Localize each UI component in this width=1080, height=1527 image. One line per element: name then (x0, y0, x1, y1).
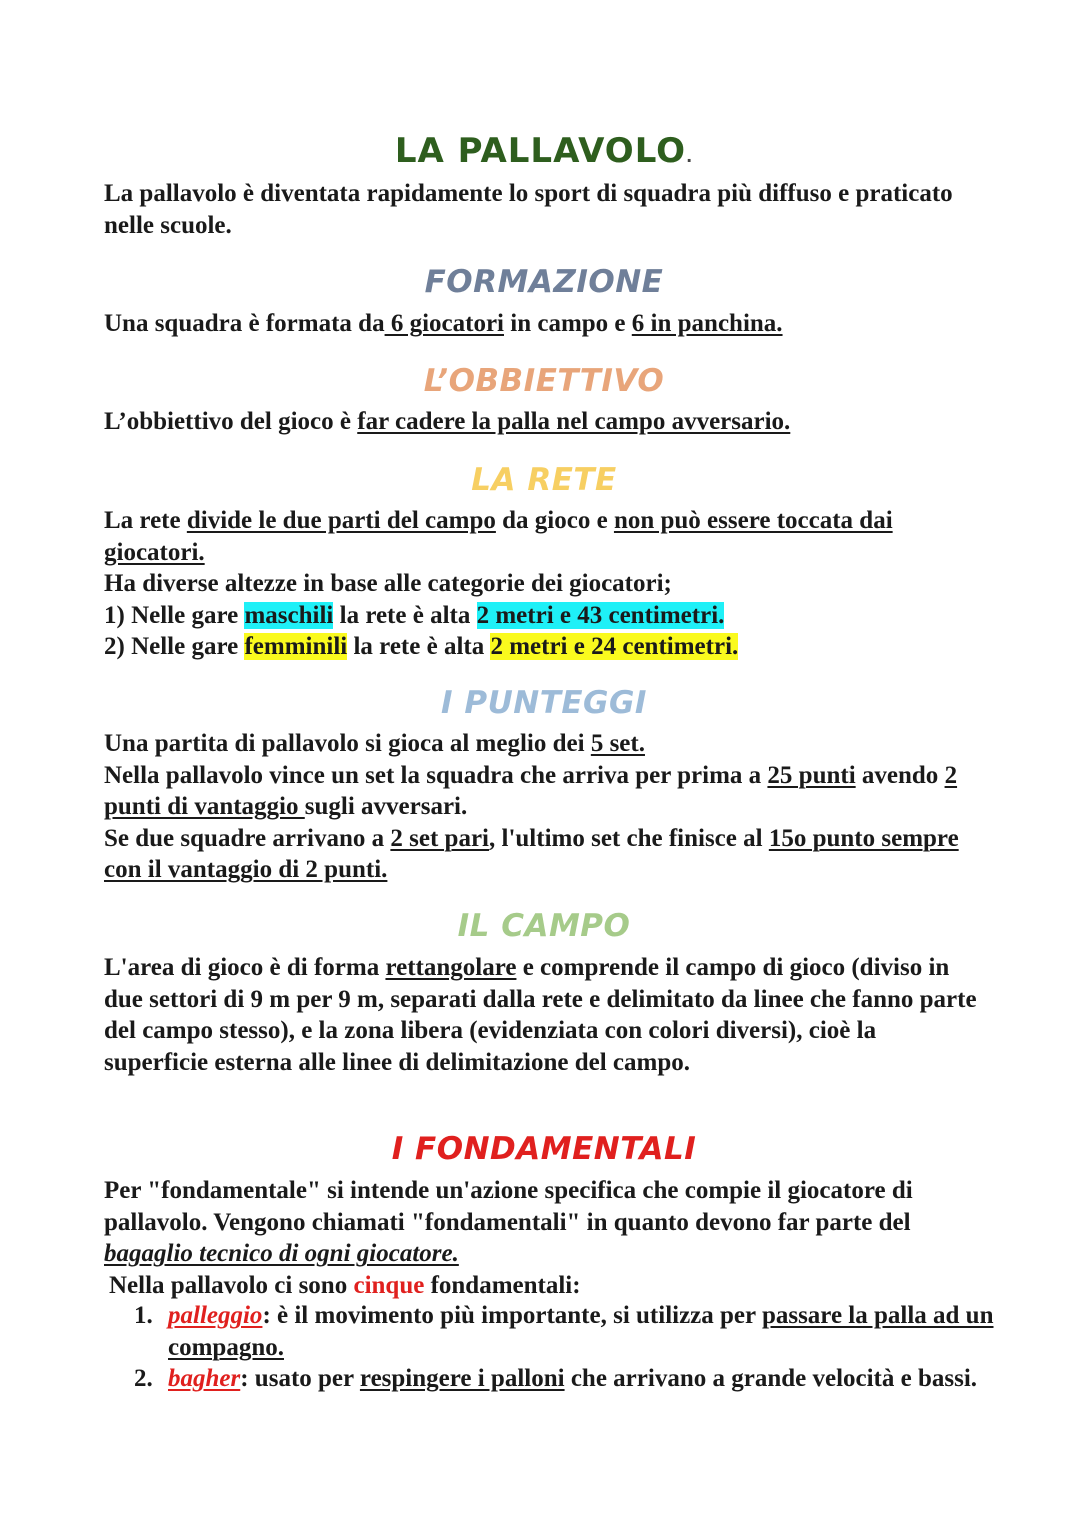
rete-underline-1: divide le due parti del campo (186, 507, 496, 534)
highlight-altezza-maschile: 2 metri e 43 centimetri. (476, 601, 725, 629)
heading-campo: IL CAMPO (457, 908, 631, 944)
heading-fondamentali: I FONDAMENTALI (391, 1131, 697, 1167)
fondamentali-p2-b: fondamentali: (424, 1271, 581, 1299)
heading-punteggi: I PUNTEGGI (441, 685, 647, 721)
punteggi-p2-c: sugli avversari. (304, 793, 468, 820)
fondamentali-p2-a: Nella pallavolo ci sono (109, 1271, 354, 1299)
list-item-term: bagher (168, 1365, 241, 1392)
punteggi-p2-b: avendo (855, 761, 945, 789)
punteggi-p3-u2: 15o punto sempre con il vantaggio di 2 punti. (104, 824, 959, 883)
formazione-text-1: Una squadra è formata da (104, 310, 385, 337)
rete-line-2: Ha diverse altezze in base alle categorie dei giocatori; (104, 570, 672, 597)
campo-text-2: e comprende il campo di gioco (diviso in due settori di 9 m per 9 m, separati dalla rete e delimitato da linee che fanno parte del campo stesso), e la zona libera (evidenziata con colori diversi), cioè la superficie esterna alle linee di delimitazione del campo. (104, 954, 977, 1076)
list-item-text-a: : è il movimento più importante, si utilizza per (262, 1302, 762, 1329)
formazione-underline-1: 6 giocatori (384, 310, 504, 337)
list-item-number: 1. (134, 1302, 153, 1329)
list-item (134, 1363, 994, 1395)
page-title (104, 131, 984, 171)
punteggi-p2-u1: 25 punti (767, 761, 856, 789)
obbiettivo-underline-1: far cadere la palla nel campo avversario. (357, 408, 791, 435)
campo-paragraph (104, 952, 984, 1078)
rete-block (104, 505, 984, 663)
fondamentali-block (104, 1175, 984, 1301)
list-item-number: 2. (134, 1365, 153, 1392)
fondamentali-paragraph-1 (104, 1175, 984, 1270)
fondamentali-cinque: cinque (353, 1271, 425, 1299)
campo-text-1: L'area di gioco è di forma (104, 954, 386, 981)
heading-formazione: FORMAZIONE (424, 264, 664, 300)
rete-l4-a: 2) Nelle gare (104, 633, 245, 660)
punteggi-p2-u2: 2 punti di vantaggio (104, 761, 958, 820)
highlight-femminili: femminili (244, 633, 348, 660)
punteggi-block (104, 728, 984, 886)
punteggi-line-1 (104, 728, 984, 760)
punteggi-p3-a: Se due squadre arrivano a (104, 824, 391, 852)
list-item-text-a: : usato per (240, 1365, 360, 1392)
rete-l3-a: 1) Nelle gare (104, 601, 245, 629)
rete-text-2: da gioco e (495, 507, 614, 534)
intro-paragraph (104, 178, 984, 241)
list-item-underline: passare la palla ad un compagno. (168, 1302, 994, 1361)
rete-line-4 (104, 631, 984, 663)
rete-line-3 (104, 600, 984, 632)
punteggi-p2-a: Nella pallavolo vince un set la squadra che arriva per prima a (104, 761, 768, 789)
formazione-underline-2: 6 in panchina. (631, 310, 783, 337)
list-item-underline: respingere i palloni (359, 1365, 565, 1392)
campo-underline-1: rettangolare (385, 954, 517, 981)
title-dot: . (686, 147, 694, 166)
rete-text-1: La rete (104, 507, 187, 534)
formazione-text-2: in campo e (504, 310, 632, 337)
fondamentali-paragraph-2 (104, 1270, 984, 1302)
title-text: LA PALLAVOLO (394, 131, 687, 171)
fondamentali-p1-u: bagaglio tecnico di ogni giocatore. (104, 1240, 459, 1267)
punteggi-p3-b: , l'ultimo set che finisce al (489, 824, 769, 852)
rete-paragraph (104, 505, 984, 568)
heading-obbiettivo: L’OBBIETTIVO (423, 363, 665, 399)
punteggi-p3-u1: 2 set pari (390, 824, 489, 852)
highlight-maschili: maschili (244, 601, 334, 629)
intro-text: La pallavolo è diventata rapidamente lo sport di squadra più diffuso e praticato nelle scuole. (104, 180, 953, 239)
rete-l4-b: la rete è alta (347, 633, 491, 660)
punteggi-paragraph-2 (104, 760, 984, 823)
fondamentali-list (134, 1300, 994, 1395)
fondamentali-p1-a: Per "fondamentale" si intende un'azione specifica che compie il giocatore di pallavolo. Vengono chiamati "fondamentali" in quanto devono far parte del (104, 1177, 913, 1236)
obbiettivo-text-1: L’obbiettivo del gioco è (104, 408, 358, 435)
rete-l3-b: la rete è alta (333, 601, 477, 629)
punteggi-p1-a: Una partita di pallavolo si gioca al meglio dei (104, 730, 591, 757)
formazione-paragraph (104, 308, 984, 340)
list-item (134, 1300, 994, 1363)
list-item-term: palleggio (168, 1302, 263, 1329)
punteggi-p1-u: 5 set. (590, 730, 645, 757)
obbiettivo-paragraph (104, 406, 984, 438)
heading-rete: LA RETE (471, 462, 617, 498)
punteggi-paragraph-3 (104, 823, 984, 886)
rete-underline-2: non può essere toccata dai giocatori. (104, 507, 893, 566)
list-item-text-b: che arrivano a grande velocità e bassi. (564, 1365, 978, 1392)
highlight-altezza-femminile: 2 metri e 24 centimetri. (490, 633, 739, 660)
